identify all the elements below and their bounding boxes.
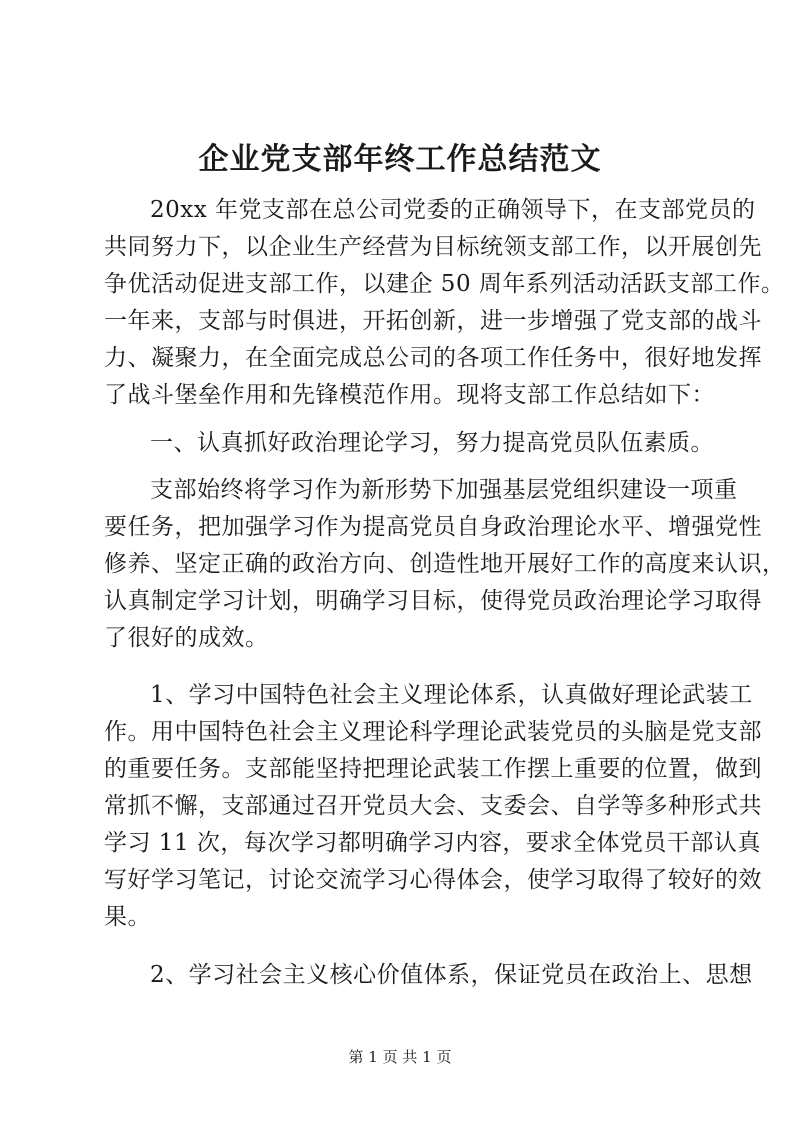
body-line: 作。用中国特色社会主义理论科学理论武装党员的头脑是党支部 xyxy=(104,719,762,745)
page-number: 第 1 页 共 1 页 xyxy=(348,1048,452,1066)
body-line: 要任务，把加强学习作为提高党员自身政治理论水平、增强党性 xyxy=(104,514,762,540)
body-line: 认真制定学习计划，明确学习目标，使得党员政治理论学习取得 xyxy=(104,588,762,614)
body-line: 学习 11 次，每次学习都明确学习内容，要求全体党员干部认真 xyxy=(104,830,761,856)
body-line: 的重要任务。支部能坚持把理论武装工作摆上重要的位置，做到 xyxy=(104,756,762,782)
body-line: 2、学习社会主义核心价值体系，保证党员在政治上、思想 xyxy=(150,962,753,988)
body-line: 果。 xyxy=(104,904,151,930)
document-title: 企业党支部年终工作总结范文 xyxy=(198,142,602,177)
body-line: 共同努力下，以企业生产经营为目标统领支部工作，以开展创先 xyxy=(104,234,762,260)
body-line: 20xx 年党支部在总公司党委的正确领导下，在支部党员的 xyxy=(150,197,756,223)
body-line: 支部始终将学习作为新形势下加强基层党组织建设一项重 xyxy=(150,477,738,503)
body-line: 修养、坚定正确的政治方向、创造性地开展好工作的高度来认识， xyxy=(104,551,786,577)
section-heading: 一、认真抓好政治理论学习，努力提高党员队伍素质。 xyxy=(150,430,714,456)
body-line: 常抓不懈，支部通过召开党员大会、支委会、自学等多种形式共 xyxy=(104,793,762,819)
body-line: 力、凝聚力，在全面完成总公司的各项工作任务中，很好地发挥 xyxy=(104,345,762,371)
body-line: 一年来，支部与时俱进，开拓创新，进一步增强了党支部的战斗 xyxy=(104,308,762,334)
body-line: 1、学习中国特色社会主义理论体系，认真做好理论武装工 xyxy=(150,682,753,708)
body-line: 了战斗堡垒作用和先锋模范作用。现将支部工作总结如下： xyxy=(104,382,715,408)
body-line: 争优活动促进支部工作，以建企 50 周年系列活动活跃支部工作。 xyxy=(104,271,785,297)
body-line: 写好学习笔记，讨论交流学习心得体会，使学习取得了较好的效 xyxy=(104,867,762,893)
body-line: 了很好的成效。 xyxy=(104,625,269,651)
